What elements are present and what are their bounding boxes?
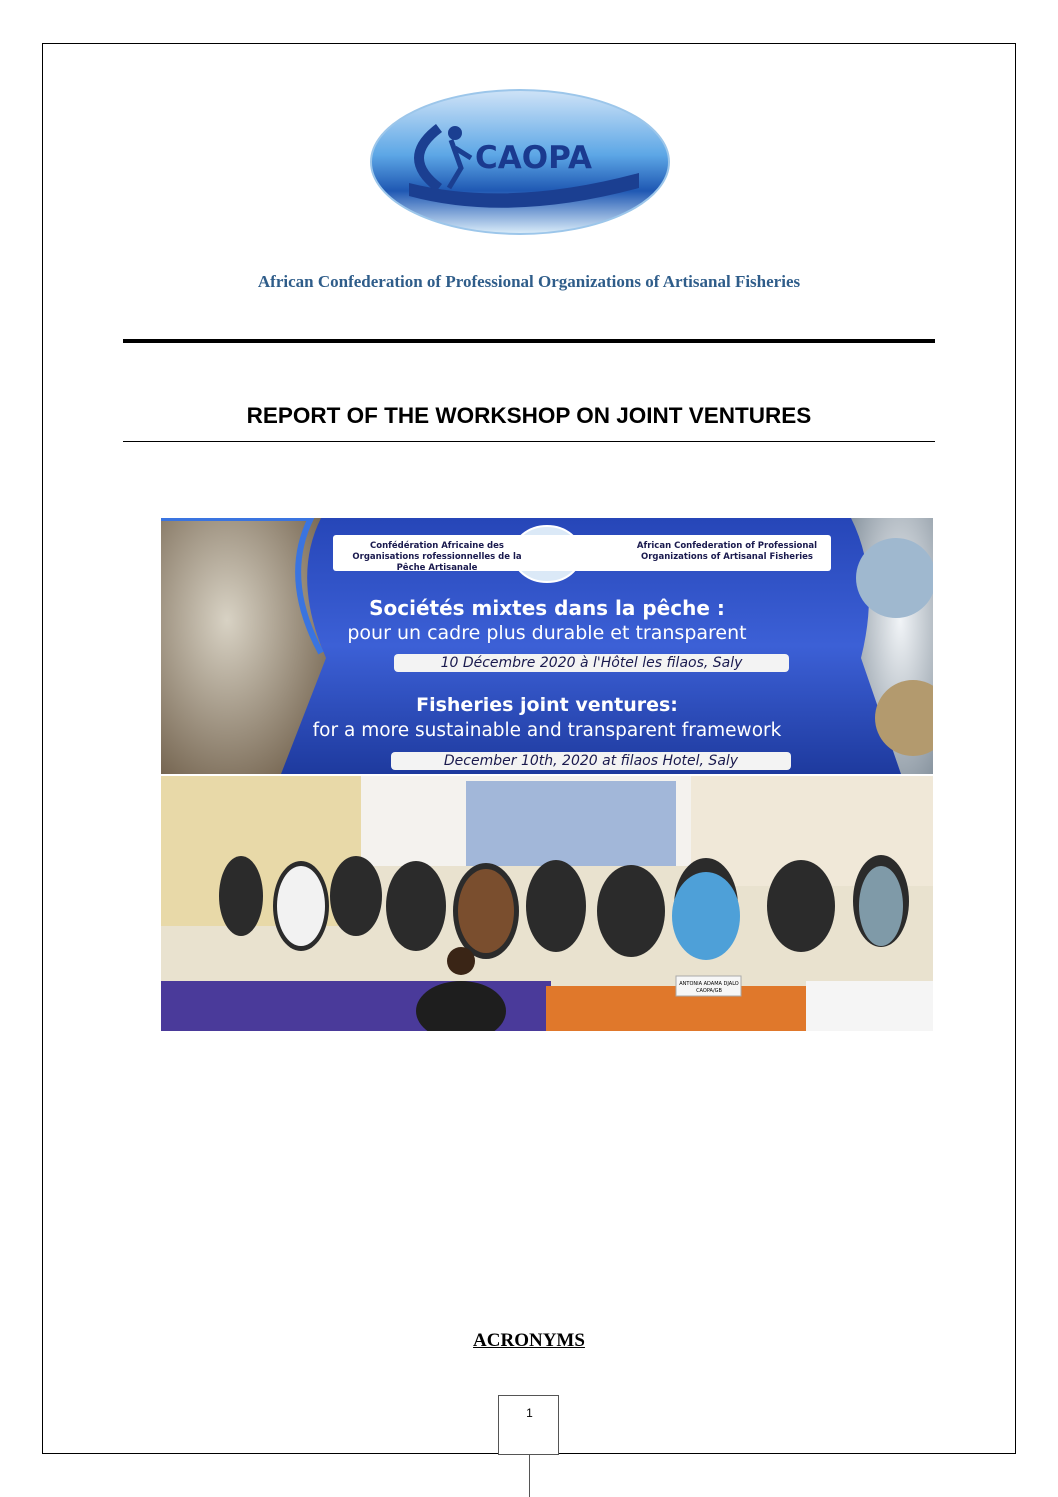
banner-title-fr-1: Sociétés mixtes dans la pêche :	[369, 596, 725, 620]
banner-title-en-2: for a more sustainable and transparent framework	[312, 720, 782, 741]
title-divider-thick	[123, 339, 935, 343]
page-number-box	[498, 1395, 559, 1455]
page-number: 1	[526, 1406, 533, 1420]
banner-date-en: December 10th, 2020 at filaos Hotel, Saly	[391, 752, 791, 770]
banner-org-en: African Confederation of Professional Organizations of Artisanal Fisheries	[636, 541, 818, 562]
page-number-stem	[529, 1455, 530, 1497]
svg-text:CAOPA/GB: CAOPA/GB	[696, 988, 722, 994]
acronyms-heading: ACRONYMS	[473, 1330, 585, 1351]
logo-text: CAOPA	[475, 140, 592, 176]
banner-org-fr: Confédération Africaine des Organisations rofessionnelles de la Pêche Artisanale	[352, 541, 522, 573]
title-divider-thin	[123, 441, 935, 442]
organization-name: African Confederation of Professional Organizations of Artisanal Fisheries	[257, 272, 801, 291]
svg-text:ANTONIA ADAMA DJALO: ANTONIA ADAMA DJALO	[679, 981, 739, 987]
group-photo	[161, 776, 933, 1031]
banner-date-fr: 10 Décembre 2020 à l'Hôtel les filaos, Saly	[394, 654, 789, 672]
workshop-banner-image	[161, 518, 933, 774]
caopa-logo	[369, 88, 671, 236]
banner-title-fr-2: pour un cadre plus durable et transparent	[347, 622, 747, 644]
banner-title-en-1: Fisheries joint ventures:	[416, 694, 678, 716]
report-title: REPORT OF THE WORKSHOP ON JOINT VENTURES	[246, 403, 812, 428]
